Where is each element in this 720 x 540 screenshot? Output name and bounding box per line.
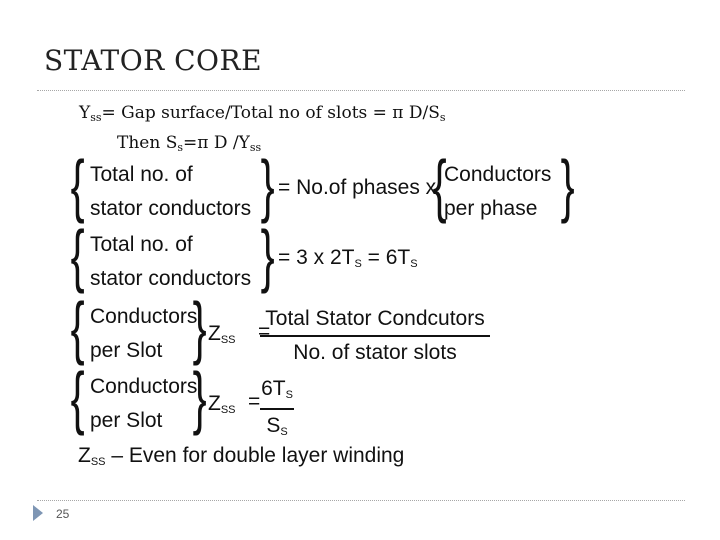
ss-subscript: s	[439, 111, 446, 124]
eq4-z-subscript: SS	[220, 404, 236, 416]
eq1-right-top: Conductors	[444, 163, 552, 186]
eq3-left-bottom: per Slot	[90, 339, 163, 362]
eq4-equals: =	[248, 390, 261, 413]
eq2-left-bottom: stator conductors	[90, 267, 252, 290]
eq3-left-top: Conductors	[90, 305, 198, 328]
right-brace-icon: }	[560, 146, 575, 224]
equation-4	[70, 358, 590, 440]
left-brace-icon: {	[432, 146, 447, 224]
eq2-rhs-text: = 3 x 2T	[278, 246, 355, 269]
right-brace-icon: }	[260, 146, 275, 224]
eq4-den-subscript: S	[280, 426, 288, 438]
fraction-bar	[260, 335, 490, 337]
eq4-left-bottom: per Slot	[90, 409, 163, 432]
eq3-z-subscript: SS	[220, 334, 236, 346]
yss-expression: = Gap surface/Total no of slots = π D/S	[101, 103, 440, 123]
right-brace-icon: }	[260, 216, 275, 294]
eq2-rhs-subscript: S	[354, 258, 362, 270]
double-layer-note	[78, 444, 404, 468]
eq4-numerator	[260, 374, 294, 407]
then-expression: =π D /Y	[183, 133, 250, 153]
slide-marker-icon	[33, 505, 43, 521]
top-divider	[37, 90, 685, 91]
eq4-z	[208, 392, 236, 416]
bottom-divider	[37, 500, 685, 501]
eq4-left-top: Conductors	[90, 375, 198, 398]
final-z-subscript: SS	[90, 456, 106, 468]
eq3-numerator: Total Stator Condcutors	[265, 307, 485, 330]
eq3-z-symbol: Z	[208, 322, 221, 345]
yss-symbol: Y	[79, 103, 91, 123]
equation-3	[70, 288, 590, 370]
eq1-middle: = No.of phases x	[278, 176, 437, 199]
right-brace-icon: }	[192, 288, 207, 366]
page-number: 25	[56, 507, 70, 521]
final-text: – Even for double layer winding	[105, 444, 405, 467]
eq2-rhs-text-2: = 6T	[361, 246, 411, 269]
eq2-left-group	[90, 228, 251, 296]
slots-formula	[117, 133, 261, 153]
eq1-left-group	[90, 158, 251, 226]
eq4-num-text: 6T	[261, 377, 286, 400]
left-brace-icon: {	[70, 216, 85, 294]
eq4-num-subscript: S	[285, 389, 293, 401]
eq3-equals: =	[258, 320, 271, 343]
gap-surface-formula	[79, 103, 446, 123]
eq3-denominator: No. of stator slots	[293, 341, 457, 364]
then-subscript: s	[177, 141, 184, 154]
eq2-rhs	[278, 246, 418, 270]
eq4-z-symbol: Z	[208, 392, 221, 415]
left-brace-icon: {	[70, 146, 85, 224]
left-brace-icon: {	[70, 358, 85, 436]
eq4-denominator	[260, 411, 294, 444]
eq3-fraction	[260, 304, 490, 368]
slide-title: STATOR CORE	[44, 44, 263, 77]
eq1-left-bottom: stator conductors	[90, 197, 252, 220]
yss-subscript: ss	[90, 111, 102, 124]
eq3-z	[208, 322, 236, 346]
final-z-symbol: Z	[78, 444, 91, 467]
eq1-left-top: Total no. of	[90, 163, 193, 186]
eq2-left-top: Total no. of	[90, 233, 193, 256]
then-subscript-2: ss	[249, 141, 262, 154]
right-brace-icon: }	[192, 358, 207, 436]
eq1-right-bottom: per phase	[444, 197, 538, 220]
left-brace-icon: {	[70, 288, 85, 366]
eq1-right-group	[444, 158, 551, 226]
equation-2	[70, 216, 590, 298]
eq4-den-text: S	[266, 414, 281, 437]
eq4-fraction	[260, 374, 294, 444]
eq3-left-group	[90, 300, 197, 368]
eq4-left-group	[90, 370, 197, 438]
eq2-rhs-subscript-2: S	[410, 258, 418, 270]
fraction-bar	[260, 408, 294, 410]
then-text: Then S	[117, 133, 178, 153]
